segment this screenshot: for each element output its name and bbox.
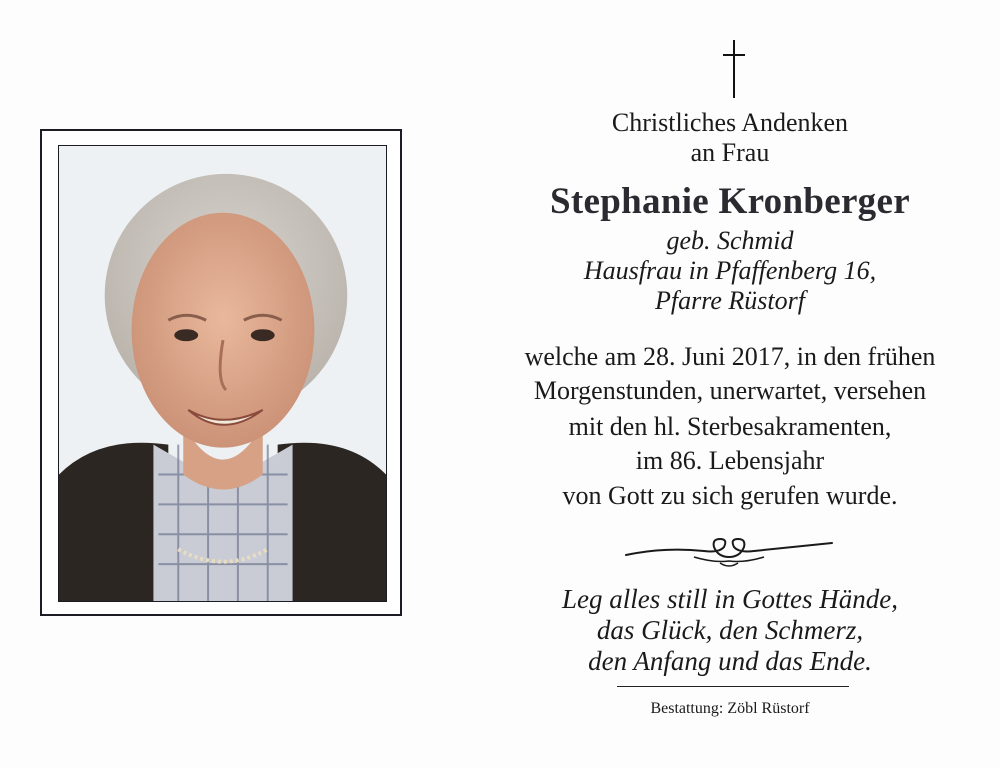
verse-line-1: Leg alles still in Gottes Hände, bbox=[562, 584, 898, 614]
deceased-name: Stephanie Kronberger bbox=[550, 181, 910, 222]
verse-line-2: das Glück, den Schmerz, bbox=[596, 615, 864, 645]
heading-line-1: Christliches Andenken bbox=[611, 108, 849, 137]
announcement-line-5: von Gott zu sich gerufen wurde. bbox=[562, 481, 898, 510]
flourish-ornament-icon bbox=[624, 533, 834, 569]
parish: Pfarre Rüstorf bbox=[655, 286, 805, 315]
announcement-line-4: im 86. Lebensjahr bbox=[635, 446, 825, 475]
announcement-line-1: welche am 28. Juni 2017, in den frühen bbox=[524, 342, 936, 371]
photo-frame bbox=[40, 129, 402, 616]
portrait-photo bbox=[58, 145, 387, 602]
cross-icon bbox=[733, 40, 735, 98]
announcement-line-3: mit den hl. Sterbesakramenten, bbox=[568, 412, 892, 441]
footer-divider bbox=[617, 686, 849, 687]
announcement-line-2: Morgenstunden, unerwartet, versehen bbox=[533, 376, 927, 405]
portrait-illustration bbox=[59, 146, 386, 601]
residence: Hausfrau in Pfaffenberg 16, bbox=[583, 256, 877, 285]
undertaker-credit: Bestattung: Zöbl Rüstorf bbox=[650, 700, 810, 717]
heading-line-2: an Frau bbox=[690, 138, 770, 167]
verse-line-3: den Anfang und das Ende. bbox=[588, 646, 872, 676]
birth-name: geb. Schmid bbox=[666, 226, 794, 255]
